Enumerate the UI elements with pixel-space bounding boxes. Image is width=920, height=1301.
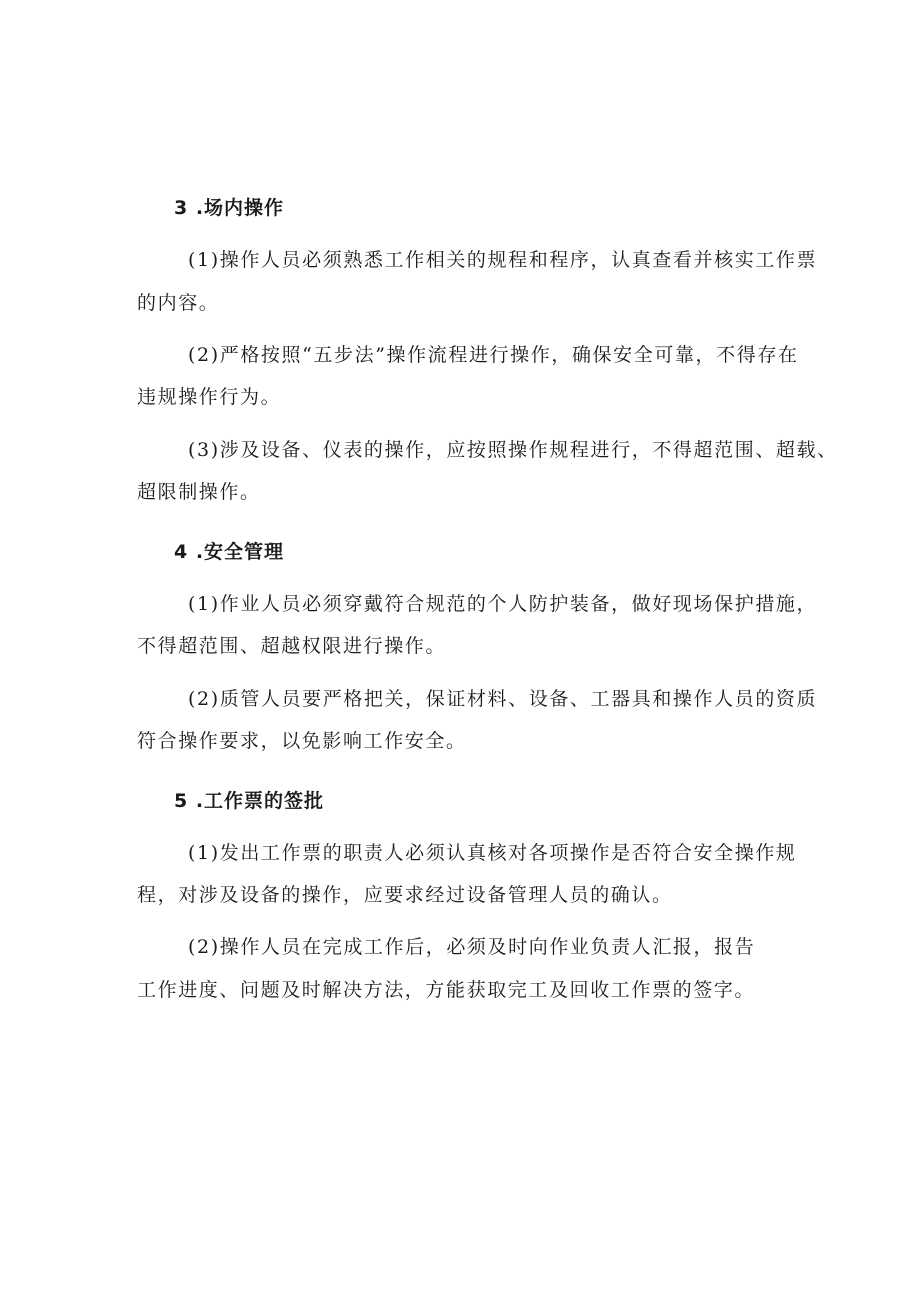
paragraph-line: (1)作业人员必须穿戴符合规范的个人防护装备，做好现场保护措施， <box>188 593 818 615</box>
paragraph-line: (2)质管人员要严格把关，保证材料、设备、工器具和操作人员的资质 <box>188 688 818 710</box>
paragraph-line: (3)涉及设备、仪表的操作，应按照操作规程进行，不得超范围、超载、 <box>188 439 838 461</box>
paragraph-line: (1)操作人员必须熟悉工作相关的规程和程序，认真查看并核实工作票 <box>188 249 818 271</box>
paragraph-line: (2)严格按照“五步法”操作流程进行操作，确保安全可靠，不得存在 <box>188 344 799 366</box>
paragraph-line: (2)操作人员在完成工作后，必须及时向作业负责人汇报，报告 <box>188 936 756 958</box>
section-heading-5: 5 .工作票的签批 <box>174 790 325 812</box>
section-heading-3: 3 .场内操作 <box>174 197 285 219</box>
paragraph-line: 的内容。 <box>137 292 220 314</box>
paragraph-line: 超限制操作。 <box>137 481 261 503</box>
paragraph-line: 违规操作行为。 <box>137 386 282 408</box>
paragraph-line: 符合操作要求，以免影响工作安全。 <box>137 730 467 752</box>
paragraph-line: 工作进度、问题及时解决方法，方能获取完工及回收工作票的签字。 <box>137 979 756 1001</box>
paragraph-line: (1)发出工作票的职责人必须认真核对各项操作是否符合安全操作规 <box>188 842 797 864</box>
section-heading-4: 4 .安全管理 <box>174 541 285 563</box>
paragraph-line: 不得超范围、超越权限进行操作。 <box>137 635 447 657</box>
paragraph-line: 程，对涉及设备的操作，应要求经过设备管理人员的确认。 <box>137 884 673 906</box>
